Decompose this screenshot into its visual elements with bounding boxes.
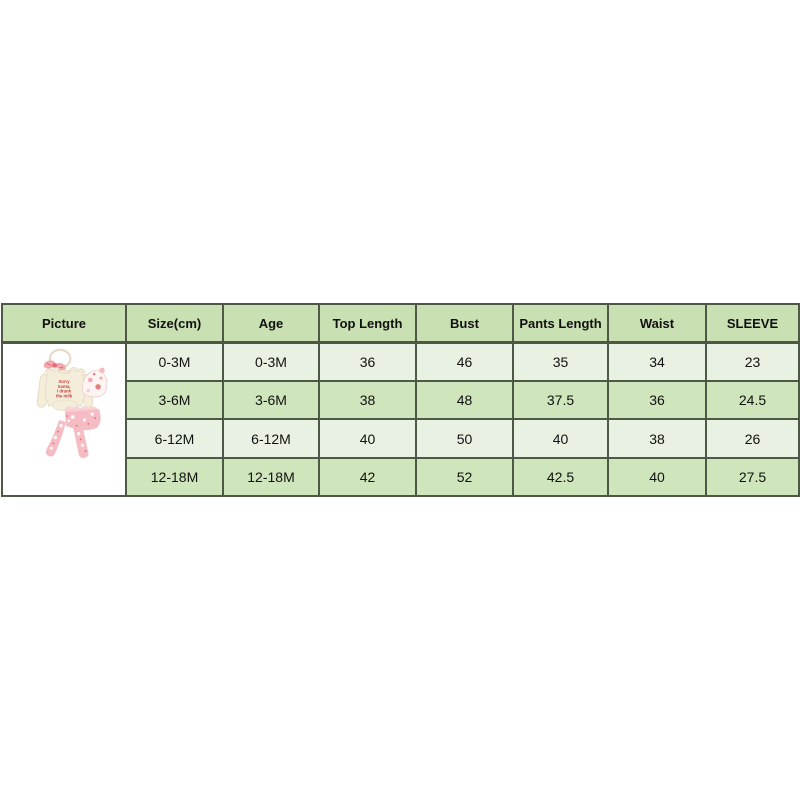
column-header-bust: Bust (416, 304, 513, 343)
age-cell: 3-6M (223, 381, 319, 419)
table-row (2, 343, 799, 382)
pants-length-cell: 42.5 (513, 458, 608, 496)
top-length-cell: 40 (319, 419, 416, 457)
product-image-cell (2, 343, 126, 497)
waist-cell: 36 (608, 381, 706, 419)
romper-text-line: Santa, (57, 383, 71, 389)
column-header-age: Age (223, 304, 319, 343)
pants-length-cell: 40 (513, 419, 608, 457)
romper-text-line: Sorry (58, 378, 70, 384)
waist-cell: 34 (608, 343, 706, 382)
product-photo (3, 344, 127, 492)
top-length-cell: 42 (319, 458, 416, 496)
column-header-waist: Waist (608, 304, 706, 343)
size-cell: 3-6M (126, 381, 223, 419)
size-cell: 6-12M (126, 419, 223, 457)
column-header-top-length: Top Length (319, 304, 416, 343)
age-cell: 6-12M (223, 419, 319, 457)
top-length-cell: 36 (319, 343, 416, 382)
hat-icon (82, 368, 107, 398)
age-cell: 12-18M (223, 458, 319, 496)
column-header-pants-length: Pants Length (513, 304, 608, 343)
column-header-sleeve: SLEEVE (706, 304, 799, 343)
size-chart-table (1, 303, 800, 497)
column-header-size: Size(cm) (126, 304, 223, 343)
age-cell: 0-3M (223, 343, 319, 382)
sleeve-cell: 27.5 (706, 458, 799, 496)
sleeve-cell: 24.5 (706, 381, 799, 419)
baby-outfit-illustration (3, 344, 127, 492)
header-row (2, 304, 799, 343)
romper-text-line: I drank (57, 388, 72, 394)
bust-cell: 46 (416, 343, 513, 382)
column-header-picture: Picture (2, 304, 126, 343)
size-cell: 0-3M (126, 343, 223, 382)
romper-text-line: the milk (55, 393, 73, 399)
bust-cell: 48 (416, 381, 513, 419)
waist-cell: 40 (608, 458, 706, 496)
sleeve-cell: 26 (706, 419, 799, 457)
waist-cell: 38 (608, 419, 706, 457)
bust-cell: 50 (416, 419, 513, 457)
top-length-cell: 38 (319, 381, 416, 419)
pants-length-cell: 37.5 (513, 381, 608, 419)
bust-cell: 52 (416, 458, 513, 496)
pants-length-cell: 35 (513, 343, 608, 382)
pants-icon (46, 406, 101, 458)
sleeve-cell: 23 (706, 343, 799, 382)
size-cell: 12-18M (126, 458, 223, 496)
